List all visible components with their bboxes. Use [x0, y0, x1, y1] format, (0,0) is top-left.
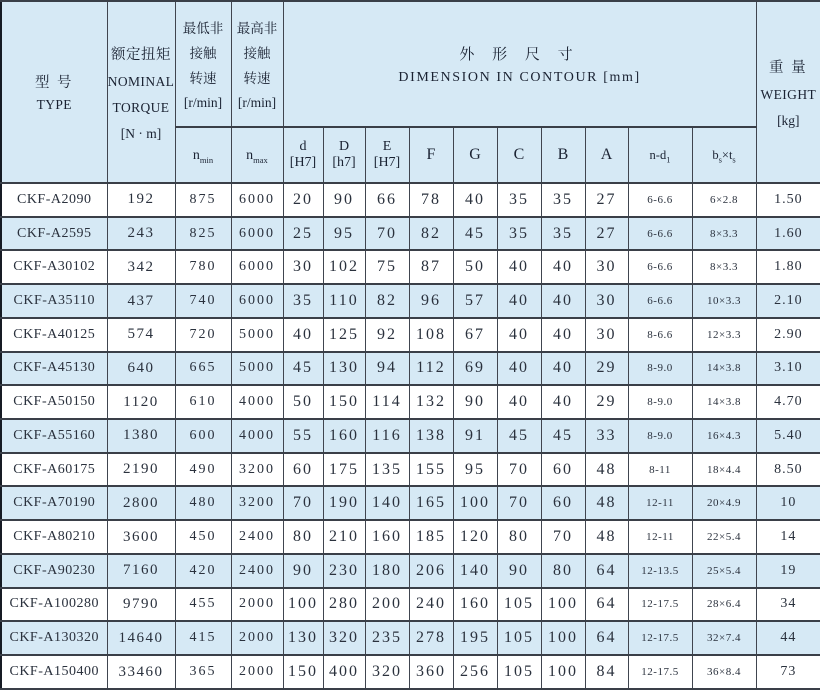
- cell-type: CKF-A60175: [1, 453, 107, 487]
- cell-A: 27: [585, 183, 628, 217]
- cell-weight: 2.90: [756, 318, 820, 352]
- cell-bt: 36×8.4: [692, 655, 756, 689]
- col-header-nmin: 最低非 接触 转速 [r/min]: [175, 1, 231, 127]
- cell-nd1: 8-6.6: [628, 318, 692, 352]
- cell-nmax: 2400: [231, 520, 283, 554]
- cell-torque: 2800: [107, 486, 175, 520]
- cell-torque: 1380: [107, 419, 175, 453]
- dimension-label-en: DIMENSION IN CONTOUR [mm]: [398, 69, 641, 85]
- cell-bt: 28×6.4: [692, 588, 756, 622]
- cell-B: 35: [541, 217, 585, 251]
- cell-B: 100: [541, 621, 585, 655]
- cell-C: 35: [497, 217, 541, 251]
- subheader-C: C: [497, 127, 541, 183]
- cell-B: 40: [541, 385, 585, 419]
- cell-A: 29: [585, 385, 628, 419]
- subheader-G: G: [453, 127, 497, 183]
- cell-A: 64: [585, 621, 628, 655]
- cell-weight: 1.50: [756, 183, 820, 217]
- cell-nd1: 12-11: [628, 520, 692, 554]
- cell-B: 40: [541, 352, 585, 386]
- cell-D: 320: [323, 621, 365, 655]
- cell-weight: 73: [756, 655, 820, 689]
- cell-F: 78: [409, 183, 453, 217]
- cell-weight: 44: [756, 621, 820, 655]
- cell-B: 60: [541, 453, 585, 487]
- cell-bt: 22×5.4: [692, 520, 756, 554]
- subheader-A: A: [585, 127, 628, 183]
- cell-d: 80: [283, 520, 323, 554]
- cell-nmax: 3200: [231, 453, 283, 487]
- cell-bt: 8×3.3: [692, 250, 756, 284]
- table-header: [1, 1, 820, 183]
- cell-weight: 19: [756, 554, 820, 588]
- cell-G: 40: [453, 183, 497, 217]
- cell-nmin: 780: [175, 250, 231, 284]
- cell-weight: 34: [756, 588, 820, 622]
- cell-weight: 1.80: [756, 250, 820, 284]
- cell-nmin: 610: [175, 385, 231, 419]
- cell-nd1: 6-6.6: [628, 217, 692, 251]
- cell-F: 132: [409, 385, 453, 419]
- cell-E: 320: [365, 655, 409, 689]
- cell-C: 35: [497, 183, 541, 217]
- cell-d: 20: [283, 183, 323, 217]
- cell-nmax: 5000: [231, 318, 283, 352]
- cell-type: CKF-A35110: [1, 284, 107, 318]
- cell-D: 130: [323, 352, 365, 386]
- weight-label-zh: 重 量: [769, 59, 808, 76]
- cell-E: 235: [365, 621, 409, 655]
- cell-type: CKF-A45130: [1, 352, 107, 386]
- cell-A: 84: [585, 655, 628, 689]
- cell-C: 40: [497, 318, 541, 352]
- cell-C: 70: [497, 453, 541, 487]
- cell-F: 112: [409, 352, 453, 386]
- cell-A: 33: [585, 419, 628, 453]
- cell-E: 82: [365, 284, 409, 318]
- cell-d: 25: [283, 217, 323, 251]
- cell-B: 80: [541, 554, 585, 588]
- cell-A: 64: [585, 554, 628, 588]
- cell-A: 30: [585, 250, 628, 284]
- cell-type: CKF-A55160: [1, 419, 107, 453]
- cell-d: 55: [283, 419, 323, 453]
- weight-unit: [kg]: [777, 112, 800, 128]
- cell-type: CKF-A2090: [1, 183, 107, 217]
- cell-d: 90: [283, 554, 323, 588]
- cell-F: 108: [409, 318, 453, 352]
- cell-nmin: 825: [175, 217, 231, 251]
- cell-A: 48: [585, 453, 628, 487]
- cell-F: 82: [409, 217, 453, 251]
- cell-E: 75: [365, 250, 409, 284]
- cell-d: 130: [283, 621, 323, 655]
- table-row: [1, 453, 820, 487]
- weight-label-en: WEIGHT: [760, 86, 817, 102]
- cell-G: 57: [453, 284, 497, 318]
- cell-nd1: 12-17.5: [628, 588, 692, 622]
- cell-weight: 4.70: [756, 385, 820, 419]
- cell-torque: 437: [107, 284, 175, 318]
- cell-weight: 14: [756, 520, 820, 554]
- cell-nmin: 450: [175, 520, 231, 554]
- cell-type: CKF-A80210: [1, 520, 107, 554]
- cell-B: 35: [541, 183, 585, 217]
- torque-unit: [N · m]: [120, 125, 162, 141]
- cell-torque: 14640: [107, 621, 175, 655]
- cell-nd1: 8-9.0: [628, 419, 692, 453]
- table-row: [1, 183, 820, 217]
- cell-C: 90: [497, 554, 541, 588]
- subheader-D: D [h7]: [323, 127, 365, 183]
- cell-nd1: 8-9.0: [628, 385, 692, 419]
- table-row: [1, 284, 820, 318]
- cell-C: 80: [497, 520, 541, 554]
- cell-d: 70: [283, 486, 323, 520]
- col-header-dimension: [283, 1, 756, 127]
- cell-F: 278: [409, 621, 453, 655]
- cell-weight: 10: [756, 486, 820, 520]
- cell-D: 400: [323, 655, 365, 689]
- subheader-nmax-symbol: $n_{max}$: [231, 127, 283, 183]
- cell-nmin: 600: [175, 419, 231, 453]
- cell-type: CKF-A100280: [1, 588, 107, 622]
- table-row: [1, 621, 820, 655]
- col-header-type: [1, 1, 107, 183]
- cell-E: 160: [365, 520, 409, 554]
- col-header-torque: [107, 1, 175, 183]
- cell-torque: 243: [107, 217, 175, 251]
- cell-C: 105: [497, 655, 541, 689]
- cell-C: 45: [497, 419, 541, 453]
- cell-nd1: 12-17.5: [628, 655, 692, 689]
- cell-E: 200: [365, 588, 409, 622]
- cell-type: CKF-A70190: [1, 486, 107, 520]
- cell-A: 30: [585, 284, 628, 318]
- cell-C: 40: [497, 250, 541, 284]
- cell-weight: 2.10: [756, 284, 820, 318]
- cell-nmin: 665: [175, 352, 231, 386]
- cell-nd1: 12-13.5: [628, 554, 692, 588]
- cell-bt: 8×3.3: [692, 217, 756, 251]
- dimension-label-zh: 外 形 尺 寸: [459, 46, 580, 63]
- cell-bt: 14×3.8: [692, 352, 756, 386]
- cell-C: 70: [497, 486, 541, 520]
- cell-D: 150: [323, 385, 365, 419]
- cell-E: 135: [365, 453, 409, 487]
- cell-B: 60: [541, 486, 585, 520]
- cell-nmin: 720: [175, 318, 231, 352]
- subheader-nmin-symbol: $n_{min}$: [175, 127, 231, 183]
- cell-d: 100: [283, 588, 323, 622]
- cell-nd1: 6-6.6: [628, 183, 692, 217]
- subheader-B: B: [541, 127, 585, 183]
- cell-A: 30: [585, 318, 628, 352]
- cell-nmax: 2000: [231, 621, 283, 655]
- cell-D: 160: [323, 419, 365, 453]
- torque-label-zh: 额定扭矩: [111, 46, 171, 63]
- cell-bt: 18×4.4: [692, 453, 756, 487]
- cell-E: 180: [365, 554, 409, 588]
- cell-nmax: 4000: [231, 385, 283, 419]
- cell-C: 40: [497, 385, 541, 419]
- cell-C: 40: [497, 284, 541, 318]
- cell-F: 155: [409, 453, 453, 487]
- cell-nmax: 2400: [231, 554, 283, 588]
- cell-F: 87: [409, 250, 453, 284]
- cell-nd1: 12-11: [628, 486, 692, 520]
- cell-nmax: 5000: [231, 352, 283, 386]
- cell-type: CKF-A50150: [1, 385, 107, 419]
- cell-F: 240: [409, 588, 453, 622]
- cell-nmin: 490: [175, 453, 231, 487]
- cell-G: 95: [453, 453, 497, 487]
- cell-torque: 1120: [107, 385, 175, 419]
- cell-G: 50: [453, 250, 497, 284]
- cell-B: 100: [541, 655, 585, 689]
- cell-nmax: 3200: [231, 486, 283, 520]
- cell-type: CKF-A2595: [1, 217, 107, 251]
- cell-d: 40: [283, 318, 323, 352]
- cell-A: 64: [585, 588, 628, 622]
- table-row: [1, 520, 820, 554]
- cell-G: 120: [453, 520, 497, 554]
- cell-d: 50: [283, 385, 323, 419]
- cell-nmax: 6000: [231, 250, 283, 284]
- table-row: [1, 588, 820, 622]
- cell-bt: 12×3.3: [692, 318, 756, 352]
- nmax-unit: [r/min]: [237, 94, 277, 110]
- type-label-zh: 型 号: [34, 75, 74, 91]
- cell-weight: 3.10: [756, 352, 820, 386]
- cell-type: CKF-A130320: [1, 621, 107, 655]
- cell-nd1: 6-6.6: [628, 250, 692, 284]
- cell-F: 96: [409, 284, 453, 318]
- cell-d: 150: [283, 655, 323, 689]
- cell-nmin: 420: [175, 554, 231, 588]
- cell-torque: 33460: [107, 655, 175, 689]
- cell-D: 90: [323, 183, 365, 217]
- cell-nd1: 8-11: [628, 453, 692, 487]
- cell-D: 210: [323, 520, 365, 554]
- cell-D: 110: [323, 284, 365, 318]
- cell-type: CKF-A90230: [1, 554, 107, 588]
- cell-type: CKF-A30102: [1, 250, 107, 284]
- cell-nmin: 415: [175, 621, 231, 655]
- cell-G: 91: [453, 419, 497, 453]
- cell-nmin: 740: [175, 284, 231, 318]
- torque-label-en2: TORQUE: [112, 99, 170, 115]
- cell-C: 40: [497, 352, 541, 386]
- cell-nmax: 2000: [231, 655, 283, 689]
- cell-E: 92: [365, 318, 409, 352]
- cell-torque: 640: [107, 352, 175, 386]
- cell-nmin: 875: [175, 183, 231, 217]
- cell-F: 360: [409, 655, 453, 689]
- cell-nmax: 6000: [231, 183, 283, 217]
- cell-weight: 8.50: [756, 453, 820, 487]
- cell-E: 70: [365, 217, 409, 251]
- cell-nmin: 455: [175, 588, 231, 622]
- cell-B: 100: [541, 588, 585, 622]
- table-row: [1, 250, 820, 284]
- cell-G: 45: [453, 217, 497, 251]
- cell-torque: 192: [107, 183, 175, 217]
- cell-torque: 2190: [107, 453, 175, 487]
- torque-label-en1: NOMINAL: [107, 73, 175, 89]
- cell-F: 138: [409, 419, 453, 453]
- cell-weight: 5.40: [756, 419, 820, 453]
- cell-bt: 16×4.3: [692, 419, 756, 453]
- cell-A: 48: [585, 520, 628, 554]
- cell-B: 40: [541, 250, 585, 284]
- cell-torque: 574: [107, 318, 175, 352]
- cell-B: 45: [541, 419, 585, 453]
- table-row: [1, 385, 820, 419]
- cell-d: 60: [283, 453, 323, 487]
- cell-B: 40: [541, 284, 585, 318]
- cell-D: 125: [323, 318, 365, 352]
- cell-torque: 9790: [107, 588, 175, 622]
- cell-type: CKF-A40125: [1, 318, 107, 352]
- subheader-d: d [H7]: [283, 127, 323, 183]
- table-body: [1, 183, 820, 689]
- cell-G: 90: [453, 385, 497, 419]
- cell-torque: 3600: [107, 520, 175, 554]
- cell-A: 48: [585, 486, 628, 520]
- cell-C: 105: [497, 588, 541, 622]
- table-row: [1, 217, 820, 251]
- cell-E: 116: [365, 419, 409, 453]
- cell-D: 230: [323, 554, 365, 588]
- cell-nmin: 480: [175, 486, 231, 520]
- cell-A: 27: [585, 217, 628, 251]
- cell-G: 256: [453, 655, 497, 689]
- cell-torque: 342: [107, 250, 175, 284]
- cell-G: 100: [453, 486, 497, 520]
- cell-F: 206: [409, 554, 453, 588]
- cell-G: 195: [453, 621, 497, 655]
- table-row: [1, 486, 820, 520]
- cell-G: 140: [453, 554, 497, 588]
- cell-bt: 32×7.4: [692, 621, 756, 655]
- cell-weight: 1.60: [756, 217, 820, 251]
- cell-E: 66: [365, 183, 409, 217]
- cell-G: 69: [453, 352, 497, 386]
- nmin-unit: [r/min]: [183, 94, 223, 110]
- cell-D: 280: [323, 588, 365, 622]
- col-header-weight: [756, 1, 820, 183]
- cell-D: 95: [323, 217, 365, 251]
- cell-bt: 6×2.8: [692, 183, 756, 217]
- cell-G: 67: [453, 318, 497, 352]
- cell-E: 140: [365, 486, 409, 520]
- cell-bt: 25×5.4: [692, 554, 756, 588]
- cell-nmin: 365: [175, 655, 231, 689]
- cell-d: 30: [283, 250, 323, 284]
- cell-bt: 20×4.9: [692, 486, 756, 520]
- cell-B: 40: [541, 318, 585, 352]
- type-label-en: TYPE: [36, 97, 72, 112]
- cell-torque: 7160: [107, 554, 175, 588]
- cell-bt: 14×3.8: [692, 385, 756, 419]
- table-row: [1, 318, 820, 352]
- cell-A: 29: [585, 352, 628, 386]
- table-row: [1, 655, 820, 689]
- cell-F: 185: [409, 520, 453, 554]
- subheader-n-d1: $n-d_1$: [628, 127, 692, 183]
- cell-nd1: 6-6.6: [628, 284, 692, 318]
- cell-nmax: 4000: [231, 419, 283, 453]
- cell-B: 70: [541, 520, 585, 554]
- col-header-nmax: 最高非 接触 转速 [r/min]: [231, 1, 283, 127]
- subheader-b-x-t: $b_s\times t_s$: [692, 127, 756, 183]
- cell-nmax: 6000: [231, 217, 283, 251]
- cell-G: 160: [453, 588, 497, 622]
- cell-E: 94: [365, 352, 409, 386]
- subheader-E: E [H7]: [365, 127, 409, 183]
- cell-d: 45: [283, 352, 323, 386]
- cell-nd1: 12-17.5: [628, 621, 692, 655]
- cell-F: 165: [409, 486, 453, 520]
- cell-d: 35: [283, 284, 323, 318]
- table-row: [1, 352, 820, 386]
- cell-nd1: 8-9.0: [628, 352, 692, 386]
- cell-nmax: 2000: [231, 588, 283, 622]
- cell-nmax: 6000: [231, 284, 283, 318]
- cell-D: 190: [323, 486, 365, 520]
- cell-C: 105: [497, 621, 541, 655]
- cell-D: 175: [323, 453, 365, 487]
- subheader-F: F: [409, 127, 453, 183]
- cell-E: 114: [365, 385, 409, 419]
- cell-D: 102: [323, 250, 365, 284]
- table-row: [1, 419, 820, 453]
- table-row: [1, 554, 820, 588]
- cell-type: CKF-A150400: [1, 655, 107, 689]
- cell-bt: 10×3.3: [692, 284, 756, 318]
